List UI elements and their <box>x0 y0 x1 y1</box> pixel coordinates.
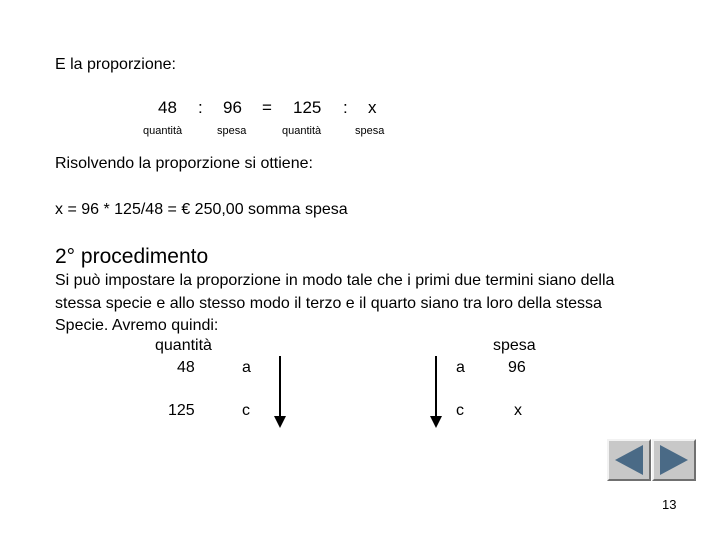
row1-a-left: a <box>242 359 251 376</box>
label-quantita-2: quantità <box>282 125 322 137</box>
row2-c-right: c <box>456 402 464 419</box>
triangle-left-icon <box>609 441 649 479</box>
prev-slide-button[interactable] <box>607 439 651 481</box>
triangle-right-icon <box>654 441 694 479</box>
paragraph-line-2: stessa specie e allo stesso modo il terzo e il quarto siano tra loro della stessa <box>55 295 602 312</box>
row1-spesa: 96 <box>508 359 526 376</box>
colon-2: : <box>343 98 348 117</box>
section-heading: 2° procedimento <box>55 245 209 268</box>
row1-a-right: a <box>456 359 465 376</box>
next-slide-button[interactable] <box>652 439 696 481</box>
paragraph-line-3: Specie. Avremo quindi: <box>55 317 219 334</box>
header-quantita: quantità <box>155 337 212 354</box>
paragraph-line-1: Si può impostare la proporzione in modo tale che i primi due termini siano della <box>55 272 615 289</box>
equals-sign: = <box>262 98 272 117</box>
row2-quantity: 125 <box>168 402 195 419</box>
term-48: 48 <box>158 98 177 117</box>
term-96: 96 <box>223 98 242 117</box>
intro-text: E la proporzione: <box>55 56 176 73</box>
page-number: 13 <box>662 497 677 512</box>
header-spesa: spesa <box>493 337 536 354</box>
row1-quantity: 48 <box>177 359 195 376</box>
colon-1: : <box>198 98 203 117</box>
down-arrow-right-icon <box>429 356 443 428</box>
term-125: 125 <box>293 98 322 117</box>
label-spesa-2: spesa <box>355 125 385 137</box>
solving-text: Risolvendo la proporzione si ottiene: <box>55 155 313 172</box>
row2-c-left: c <box>242 402 250 419</box>
term-x: x <box>368 98 377 117</box>
label-quantita-1: quantità <box>143 125 183 137</box>
down-arrow-left-icon <box>273 356 287 428</box>
row2-x: x <box>514 402 522 419</box>
result-text: x = 96 * 125/48 = € 250,00 somma spesa <box>55 201 348 218</box>
label-spesa-1: spesa <box>217 125 247 137</box>
